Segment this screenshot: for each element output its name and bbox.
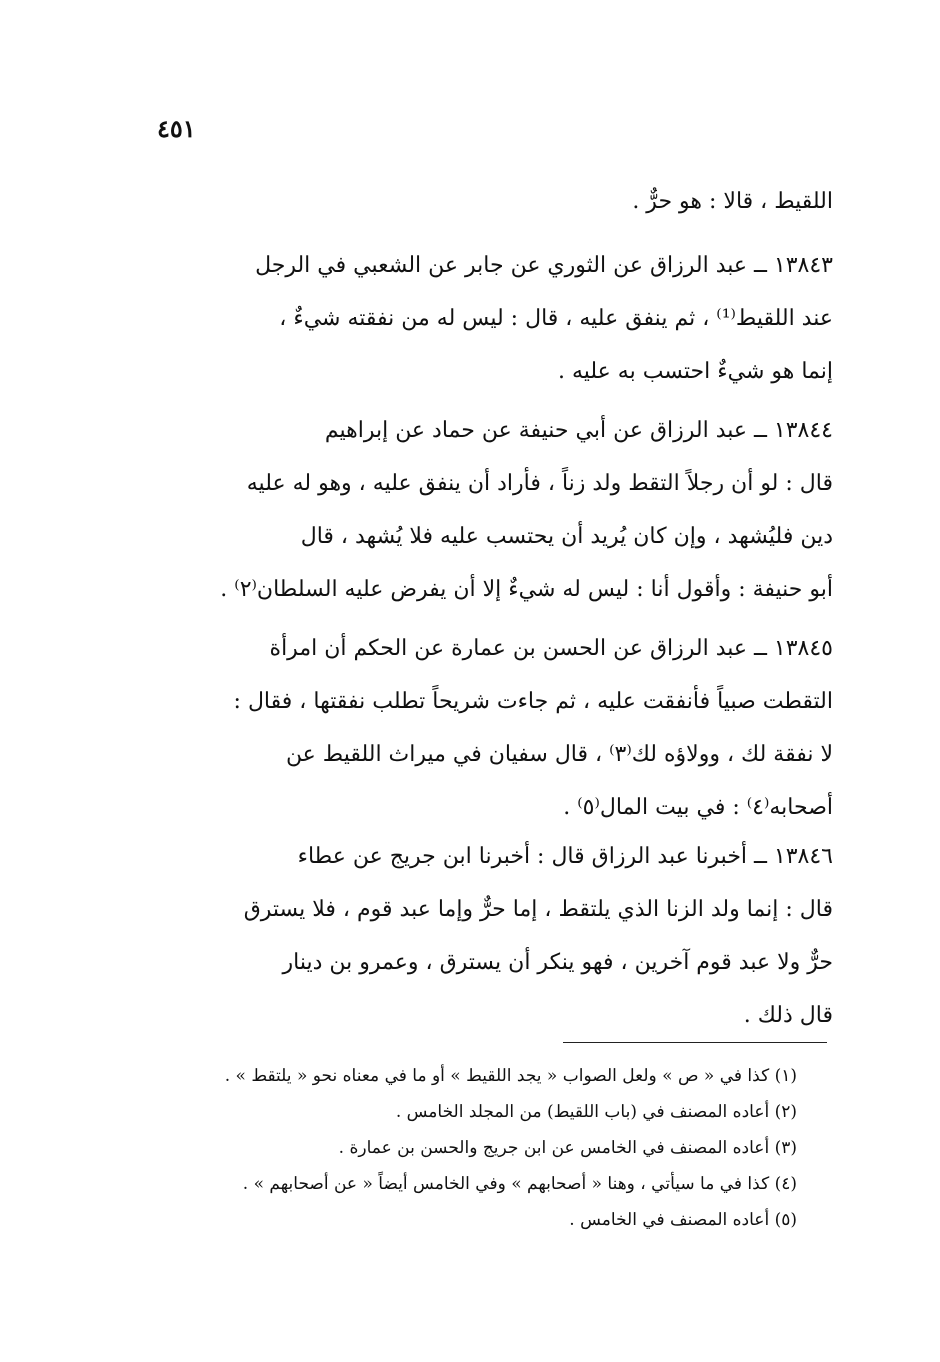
- footnote-3: (٣) أعاده المصنف في الخامس عن ابن جريج والحسن بن عمارة .: [338, 1138, 797, 1158]
- text-line: دين فليُشهد ، وإن كان يُريد أن يحتسب عليه فلا يُشهد ، قال: [300, 524, 833, 549]
- footnotes: [157, 1058, 797, 1238]
- footnote-4: (٤) كذا في ما سيأتي ، وهنا « أصحابهم » وفي الخامس أيضاً « عن أصحابهم » .: [242, 1174, 797, 1194]
- paragraph-continuation: [157, 175, 833, 228]
- text-line: لا نفقة لك ، وولاؤه لك⁽٣⁾ ، قال سفيان في ميراث اللقيط عن: [285, 742, 833, 767]
- text-line: التقطت صبياً فأنفقت عليه ، ثم جاءت شريحاً تطلب نفقتها ، فقال :: [233, 689, 833, 714]
- text-line: ١٣٨٤٦ ــ أخبرنا عبد الرزاق قال : أخبرنا ابن جريج عن عطاء: [297, 844, 833, 869]
- footnote-5: (٥) أعاده المصنف في الخامس .: [569, 1210, 797, 1230]
- text-line: أبو حنيفة : وأقول أنا : ليس له شيءٌ إلا أن يفرض عليه السلطان⁽٢⁾ .: [220, 577, 833, 602]
- footnote-1: (١) كذا في « ص » ولعل الصواب « يجد اللقيط » أو ما في معناه نحو « يلتقط » .: [224, 1066, 797, 1086]
- text-line: عند اللقيط⁽¹⁾ ، ثم ينفق عليه ، قال : ليس له من نفقته شيءٌ ،: [279, 306, 833, 331]
- paragraph-13844: [157, 404, 833, 616]
- footnote-2: (٢) أعاده المصنف في (باب اللقيط) من المجلد الخامس .: [395, 1102, 797, 1122]
- text-line: أصحابه⁽٤⁾ : في بيت المال⁽٥⁾ .: [563, 795, 833, 820]
- text-line: إنما هو شيءٌ احتسب به عليه .: [557, 359, 833, 384]
- text-line: حرٌّ ولا عبد قوم آخرين ، فهو ينكر أن يسترق ، وعمرو بن دينار: [282, 950, 833, 975]
- footnote-divider: [563, 1042, 827, 1043]
- text-line: ١٣٨٤٥ ــ عبد الرزاق عن الحسن بن عمارة عن الحكم أن امرأة: [269, 636, 833, 661]
- text-line: قال ذلك .: [743, 1003, 833, 1028]
- paragraph-13846: [157, 830, 833, 1042]
- text-line: ١٣٨٤٣ ــ عبد الرزاق عن الثوري عن جابر عن الشعبي في الرجل: [255, 253, 833, 278]
- text-line: اللقيط ، قالا : هو حرٌّ .: [632, 189, 833, 214]
- page-number: ٤٥١: [157, 114, 196, 143]
- text-line: ١٣٨٤٤ ــ عبد الرزاق عن أبي حنيفة عن حماد عن إبراهيم: [324, 418, 833, 443]
- text-line: قال : إنما ولد الزنا الذي يلتقط ، إما حرٌّ وإما عبد قوم ، فلا يسترق: [243, 897, 833, 922]
- text-line: قال : لو أن رجلاً التقط ولد زناً ، فأراد أن ينفق عليه ، وهو له عليه: [246, 471, 833, 496]
- paragraph-13845: [157, 622, 833, 834]
- paragraph-13843: [157, 239, 833, 398]
